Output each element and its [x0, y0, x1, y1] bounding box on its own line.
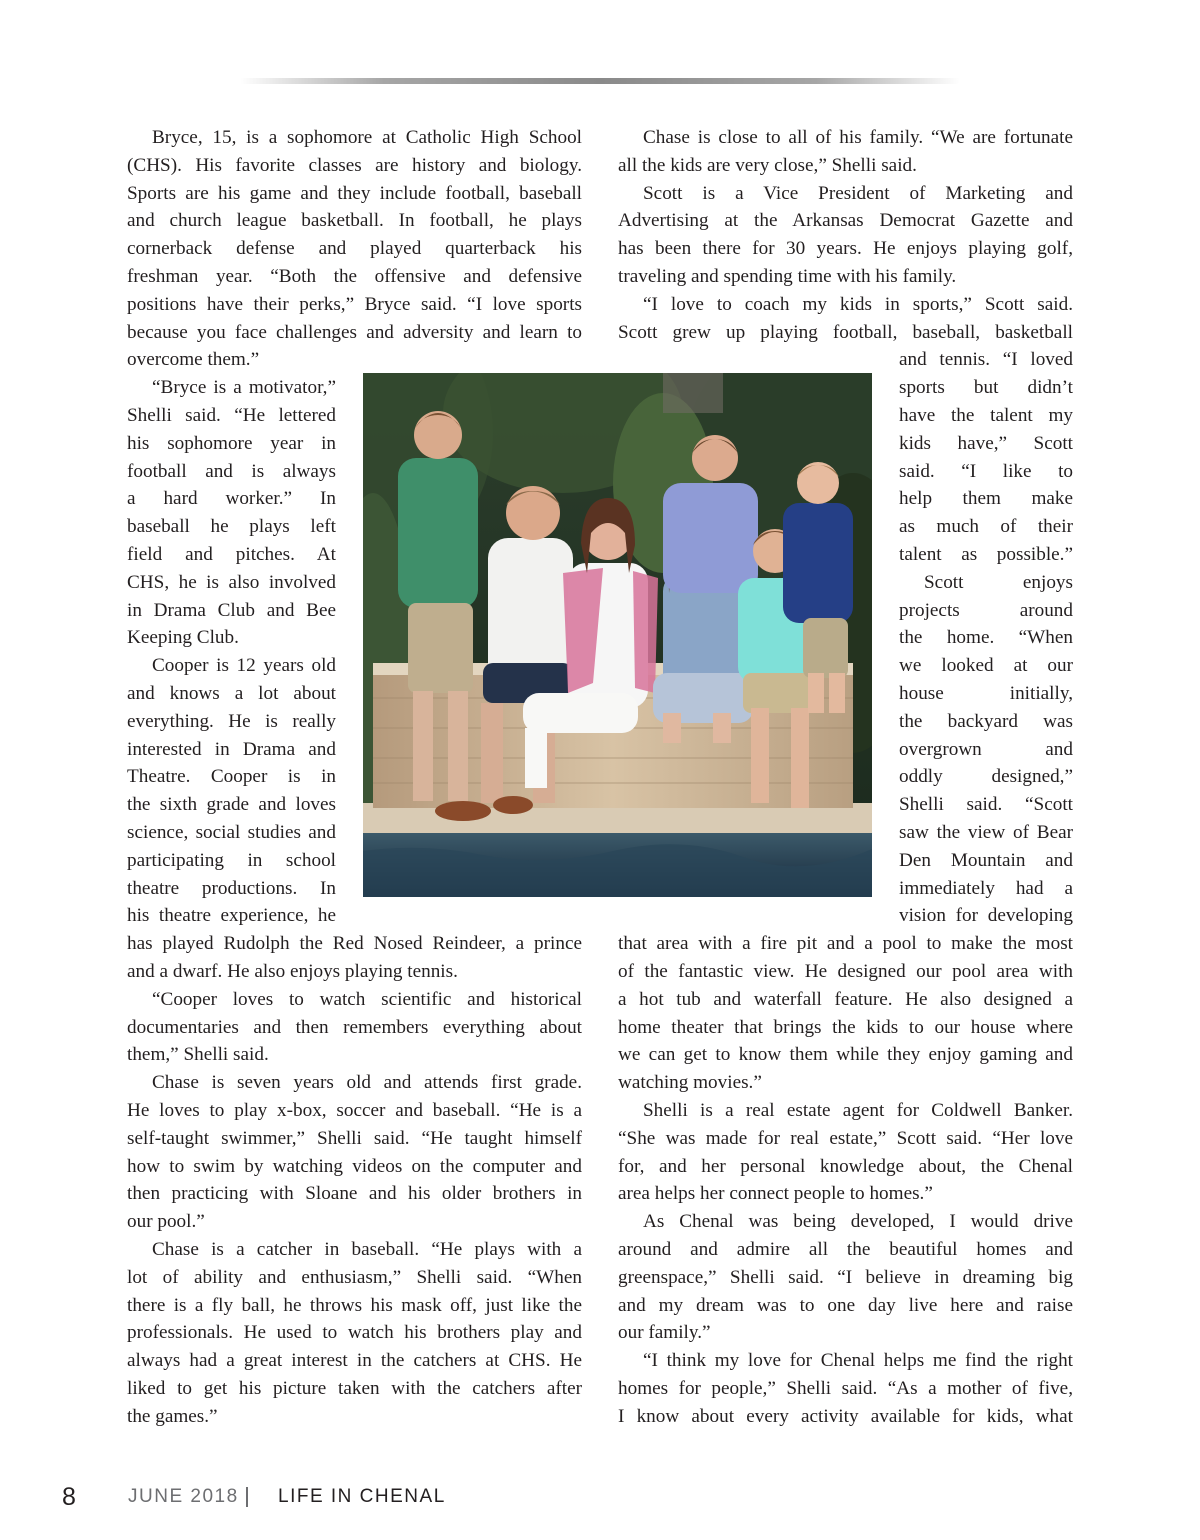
right-line: a hot tub and waterfall feature. He also designed a: [618, 988, 1073, 1010]
left-line: Sports are his game and they include football, baseball: [127, 182, 582, 204]
right-line: saw the view of Bear: [899, 822, 1073, 843]
left-line: there is a fly ball, he throws his mask off, just like the: [127, 1294, 582, 1316]
left-line: baseball he plays left: [127, 516, 336, 538]
right-line: we can get to know them while they enjoy gaming and: [618, 1044, 1073, 1066]
left-line: the games.”: [127, 1405, 218, 1427]
right-line: the backyard was: [899, 710, 1073, 732]
right-line: Den Mountain and: [899, 849, 1073, 871]
left-line: Chase is seven years old and attends first grade.: [152, 1072, 582, 1094]
left-line: football and is always: [127, 460, 336, 482]
right-line: and my dream was to one day live here and raise: [618, 1294, 1073, 1316]
right-line: Chase is close to all of his family. “We are fortunate: [643, 127, 1073, 148]
right-line: help them make: [899, 488, 1073, 510]
left-line: theatre productions. In: [127, 877, 336, 899]
right-line: around and admire all the beautiful homes and: [618, 1239, 1073, 1260]
left-line: always had a great interest in the catchers at CHS. He: [127, 1350, 582, 1372]
left-line: has played Rudolph the Red Nosed Reindeer, a prince: [127, 933, 582, 955]
left-line: his theatre experience, he: [127, 905, 336, 927]
right-line: immediately had a: [899, 877, 1073, 899]
left-line: (CHS). His favorite classes are history and biology.: [127, 154, 582, 176]
left-line: Theatre. Cooper is in: [127, 766, 336, 788]
right-line: all the kids are very close,” Shelli said.: [618, 154, 917, 176]
right-line: we looked at our: [899, 655, 1073, 677]
right-line: the home. “When: [899, 627, 1073, 649]
left-line: and knows a lot about: [127, 683, 336, 704]
left-line: Chase is a catcher in baseball. “He plays with a: [152, 1239, 582, 1260]
left-line: everything. He is really: [127, 710, 336, 732]
right-line: has been there for 30 years. He enjoys playing golf,: [618, 238, 1073, 260]
left-line: “Bryce is a motivator,”: [152, 377, 336, 399]
left-line: how to swim by watching videos on the computer and: [127, 1155, 582, 1177]
right-line: talent as possible.”: [899, 544, 1073, 565]
right-line: kids have,” Scott: [899, 432, 1073, 454]
right-line: oddly designed,”: [899, 766, 1073, 788]
left-line: Shelli said. “He lettered: [127, 405, 336, 426]
left-line: the sixth grade and loves: [127, 794, 336, 816]
left-line: field and pitches. At: [127, 544, 336, 565]
right-line: I know about every activity available for kids, what: [618, 1405, 1073, 1427]
left-line: Cooper is 12 years old: [152, 655, 336, 677]
right-line: Advertising at the Arkansas Democrat Gazette and: [618, 210, 1073, 232]
left-line: because you face challenges and adversity and learn to: [127, 321, 582, 343]
left-line: and church league basketball. In football, he plays: [127, 210, 582, 232]
left-line: participating in school: [127, 849, 336, 871]
right-line: have the talent my: [899, 405, 1073, 426]
left-line: positions have their perks,” Bryce said. “I love sports: [127, 293, 582, 315]
right-line: our family.”: [618, 1322, 711, 1344]
left-line: CHS, he is also involved: [127, 571, 336, 593]
left-line: overcome them.”: [127, 349, 260, 371]
left-line: a hard worker.” In: [127, 488, 336, 510]
right-line: Shelli said. “Scott: [899, 794, 1073, 816]
right-line: area helps her connect people to homes.”: [618, 1183, 933, 1205]
page-number: 8: [62, 1483, 76, 1511]
family-photo: [363, 373, 872, 897]
magazine-title: LIFE IN CHENAL: [278, 1486, 446, 1507]
left-line: He loves to play x-box, soccer and baseball. “He is a: [127, 1100, 582, 1121]
left-line: professionals. He used to watch his brothers play and: [127, 1322, 582, 1344]
right-line: traveling and spending time with his family.: [618, 266, 957, 287]
right-line: sports but didn’t: [899, 377, 1073, 399]
left-line: interested in Drama and: [127, 738, 336, 760]
left-line: them,” Shelli said.: [127, 1044, 269, 1066]
left-line: cornerback defense and played quarterback his: [127, 238, 582, 260]
right-line: home theater that brings the kids to our house where: [618, 1016, 1073, 1038]
top-rule: [240, 78, 960, 84]
left-line: lot of ability and enthusiasm,” Shelli said. “When: [127, 1266, 582, 1288]
left-line: self-taught swimmer,” Shelli said. “He taught himself: [127, 1127, 582, 1149]
left-line: then practicing with Sloane and his older brothers in: [127, 1183, 582, 1205]
footer-separator: [246, 1487, 248, 1507]
right-line: “I think my love for Chenal helps me find the right: [643, 1350, 1073, 1372]
left-line: “Cooper loves to watch scientific and historical: [152, 988, 582, 1010]
right-line: vision for developing: [899, 905, 1073, 927]
right-line: for, and her personal knowledge about, the Chenal: [618, 1155, 1073, 1177]
right-line: said. “I like to: [899, 460, 1073, 482]
right-line: As Chenal was being developed, I would drive: [643, 1211, 1073, 1233]
right-line: watching movies.”: [618, 1072, 762, 1094]
left-line: his sophomore year in: [127, 432, 336, 454]
left-line: Bryce, 15, is a sophomore at Catholic High School: [152, 127, 582, 148]
left-line: liked to get his picture taken with the catchers after: [127, 1378, 582, 1399]
right-line: of the fantastic view. He designed our pool area with: [618, 961, 1073, 982]
right-line: as much of their: [899, 516, 1073, 538]
left-line: Keeping Club.: [127, 627, 239, 649]
left-line: documentaries and then remembers everything about: [127, 1016, 582, 1038]
right-line: house initially,: [899, 683, 1073, 704]
right-line: that area with a fire pit and a pool to make the most: [618, 933, 1073, 955]
right-line: greenspace,” Shelli said. “I believe in dreaming big: [618, 1266, 1073, 1288]
left-line: in Drama Club and Bee: [127, 599, 336, 621]
right-line: overgrown and: [899, 738, 1073, 760]
right-line: “She was made for real estate,” Scott said. “Her love: [618, 1127, 1073, 1149]
right-line: “I love to coach my kids in sports,” Scott said.: [643, 293, 1073, 315]
right-line: Scott grew up playing football, baseball, basketball: [618, 321, 1073, 343]
left-line: science, social studies and: [127, 822, 336, 843]
right-line: homes for people,” Shelli said. “As a mother of five,: [618, 1378, 1073, 1399]
right-line: Shelli is a real estate agent for Coldwell Banker.: [643, 1100, 1073, 1121]
right-line: projects around: [899, 599, 1073, 621]
left-line: our pool.”: [127, 1211, 205, 1233]
right-line: Scott is a Vice President of Marketing and: [643, 182, 1073, 204]
right-line: and tennis. “I loved: [899, 349, 1073, 371]
left-line: and a dwarf. He also enjoys playing tennis.: [127, 961, 458, 982]
right-line: Scott enjoys: [924, 571, 1073, 593]
issue-date: JUNE 2018: [128, 1486, 239, 1507]
left-line: freshman year. “Both the offensive and defensive: [127, 266, 582, 287]
